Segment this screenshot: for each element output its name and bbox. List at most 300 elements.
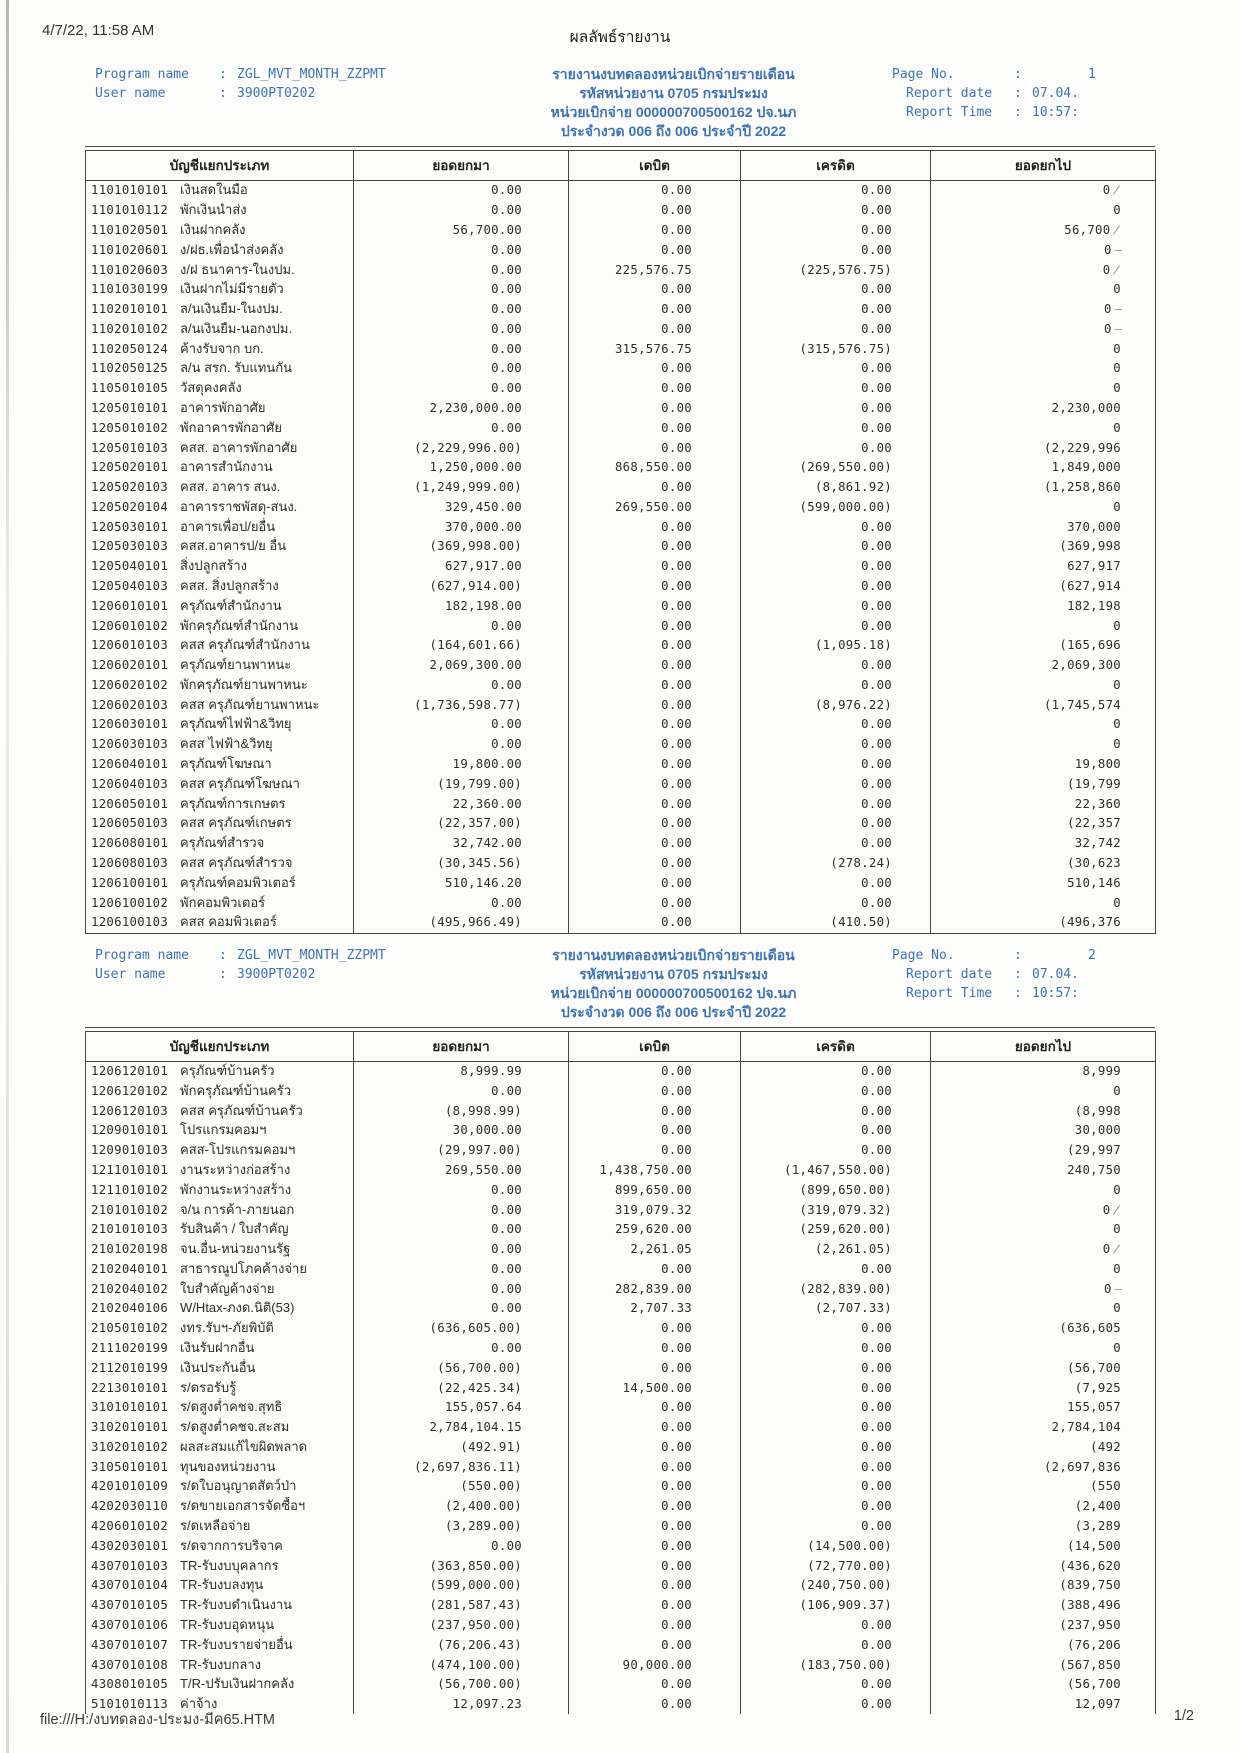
carry-forward-cell: (627,914.00) <box>354 577 569 597</box>
account-name: วัสดุคงคลัง <box>180 380 242 396</box>
credit-cell: 0.00 <box>741 715 931 735</box>
account-number: 2111020199 <box>91 1341 169 1356</box>
debit-cell: 0.00 <box>569 873 741 893</box>
balance-cell: 0 – <box>931 300 1156 320</box>
report-meta-left: Program name : ZGL_MVT_MONTH_ZZPMT User name : 3900PT0202 <box>95 947 386 982</box>
table-row <box>86 1418 1156 1438</box>
balance-cell: 182,198 <box>931 596 1156 616</box>
balance-cell: 0 <box>931 1081 1156 1101</box>
credit-cell: 0.00 <box>741 1695 931 1715</box>
account-number: 5101010113 <box>91 1697 169 1712</box>
credit-cell: (259,620.00) <box>741 1220 931 1240</box>
debit-cell: 0.00 <box>569 1556 741 1576</box>
account-number: 1206010101 <box>91 598 169 613</box>
debit-cell: 0.00 <box>569 735 741 755</box>
trial-balance-table-page-1-wrap <box>85 146 1155 934</box>
account-cell <box>86 478 354 498</box>
table-row <box>86 201 1156 221</box>
debit-cell: 0.00 <box>569 359 741 379</box>
account-cell <box>86 834 354 854</box>
account-number: 1205030101 <box>91 519 169 534</box>
account-name: TR-รับงบรายจ่ายอื่น <box>180 1636 293 1652</box>
account-name: คสส ครุภัณฑ์สำรวจ <box>180 854 293 870</box>
carry-forward-cell: 182,198.00 <box>354 596 569 616</box>
account-number: 4307010104 <box>91 1578 169 1593</box>
debit-cell: 0.00 <box>569 636 741 656</box>
credit-cell: 0.00 <box>741 676 931 696</box>
credit-cell: 0.00 <box>741 755 931 775</box>
table-row <box>86 1378 1156 1398</box>
carry-forward-cell: 0.00 <box>354 300 569 320</box>
account-cell <box>86 201 354 221</box>
account-number: 1101010101 <box>91 183 169 198</box>
table-row <box>86 458 1156 478</box>
credit-cell: 0.00 <box>741 1061 931 1081</box>
carry-forward-cell: 0.00 <box>354 359 569 379</box>
carry-forward-cell: 510,146.20 <box>354 873 569 893</box>
account-cell <box>86 1477 354 1497</box>
table-row <box>86 1438 1156 1458</box>
account-name: งานระหว่างก่อสร้าง <box>180 1161 291 1177</box>
carry-forward-cell: (164,601.66) <box>354 636 569 656</box>
account-name: พักอาคารพักอาศัย <box>180 419 282 435</box>
credit-cell: (1,095.18) <box>741 636 931 656</box>
account-name: ง/ฝ ธนาคาร-ในงปม. <box>180 261 295 277</box>
account-number: 3102010101 <box>91 1420 169 1435</box>
table-row <box>86 814 1156 834</box>
account-name: เงินฝากคลัง <box>180 221 246 237</box>
column-header: เครดิต <box>741 151 931 181</box>
credit-cell: 0.00 <box>741 794 931 814</box>
account-cell <box>86 616 354 636</box>
account-name: อาคารสำนักงาน <box>180 459 273 475</box>
report-meta-left: Program name : ZGL_MVT_MONTH_ZZPMT User name : 3900PT0202 <box>95 67 386 101</box>
balance-cell: 19,800 <box>931 755 1156 775</box>
credit-cell: (899,650.00) <box>741 1180 931 1200</box>
account-name: ร/ดใบอนุญาตสัตว์ป่า <box>180 1478 297 1494</box>
balance-cell: 0 <box>931 1299 1156 1319</box>
carry-forward-cell: 0.00 <box>354 1536 569 1556</box>
carry-forward-cell: 0.00 <box>354 418 569 438</box>
account-number: 3102010102 <box>91 1439 169 1454</box>
account-cell <box>86 1576 354 1596</box>
account-name: ครุภัณฑ์สำรวจ <box>180 835 265 851</box>
user-name-label: User name <box>95 966 166 982</box>
carry-forward-cell: 22,360.00 <box>354 794 569 814</box>
account-cell <box>86 893 354 913</box>
report-title-line: รหัสหน่วยงาน 0705 กรมประมง <box>579 85 768 101</box>
balance-cell: 0 <box>931 1260 1156 1280</box>
account-name: เงินประกันอื่น <box>180 1359 256 1375</box>
account-number: 3101010101 <box>91 1400 169 1415</box>
debit-cell: 0.00 <box>569 1398 741 1418</box>
balance-cell: (496,376 <box>931 913 1156 933</box>
account-cell <box>86 1635 354 1655</box>
balance-cell: 0 ∕ <box>931 181 1156 201</box>
pen-check-mark: ∕ <box>1112 1241 1123 1257</box>
table-row <box>86 1398 1156 1418</box>
account-name: อาคารราชพัสดุ-สนง. <box>180 498 298 514</box>
credit-cell: (72,770.00) <box>741 1556 931 1576</box>
balance-cell: (2,697,836 <box>931 1457 1156 1477</box>
debit-cell: 0.00 <box>569 854 741 874</box>
report-header-page-2 <box>0 946 1240 1022</box>
credit-cell: (14,500.00) <box>741 1536 931 1556</box>
account-cell <box>86 695 354 715</box>
account-name: พักครุภัณฑ์บ้านครัว <box>180 1082 292 1098</box>
account-number: 1206020102 <box>91 677 169 692</box>
debit-cell: 259,620.00 <box>569 1220 741 1240</box>
account-name: ครุภัณฑ์สำนักงาน <box>180 597 282 613</box>
account-name: รับสินค้า / ใบสำคัญ <box>180 1221 289 1237</box>
carry-forward-cell: (22,357.00) <box>354 814 569 834</box>
account-number: 1102010101 <box>91 302 169 317</box>
account-cell <box>86 1517 354 1537</box>
account-name: คสส คอมพิวเตอร์ <box>180 914 277 930</box>
debit-cell: 0.00 <box>569 300 741 320</box>
debit-cell: 0.00 <box>569 1517 741 1537</box>
credit-cell: 0.00 <box>741 181 931 201</box>
carry-forward-cell: 0.00 <box>354 676 569 696</box>
program-name-value: ZGL_MVT_MONTH_ZZPMT <box>237 947 386 963</box>
account-number: 1102010102 <box>91 321 169 336</box>
account-name: จน.อื่น-หน่วยงานรัฐ <box>180 1241 291 1257</box>
balance-cell: (30,623 <box>931 854 1156 874</box>
balance-cell: (369,998 <box>931 537 1156 557</box>
balance-cell: (2,400 <box>931 1497 1156 1517</box>
credit-cell: (278.24) <box>741 854 931 874</box>
account-cell <box>86 458 354 478</box>
user-name-value: 3900PT0202 <box>237 86 316 101</box>
credit-cell: 0.00 <box>741 873 931 893</box>
table-row <box>86 1161 1156 1181</box>
account-number: 1206050101 <box>91 796 169 811</box>
account-cell <box>86 537 354 557</box>
account-number: 1206120103 <box>91 1103 169 1118</box>
report-title-line: รายงานงบทดลองหน่วยเบิกจ่ายรายเดือน <box>552 946 795 963</box>
carry-forward-cell: (495,966.49) <box>354 913 569 933</box>
credit-cell: 0.00 <box>741 1635 931 1655</box>
account-cell <box>86 418 354 438</box>
account-name: ครุภัณฑ์ยานพาหนะ <box>180 657 292 673</box>
table-row <box>86 537 1156 557</box>
table-row <box>86 834 1156 854</box>
pen-check-mark: ∕ <box>1112 222 1123 238</box>
debit-cell: 2,707.33 <box>569 1299 741 1319</box>
debit-cell: 0.00 <box>569 221 741 241</box>
account-name: TR-รับงบบุคลากร <box>180 1557 279 1573</box>
account-name: ผลสะสมแก้ไขผิดพลาด <box>180 1438 308 1454</box>
debit-cell: 0.00 <box>569 1477 741 1497</box>
table-row <box>86 1477 1156 1497</box>
page-no-value: 2 <box>1088 947 1096 963</box>
balance-cell: 0 ∕ <box>931 1240 1156 1260</box>
account-number: 1206080103 <box>91 855 169 870</box>
balance-cell: (436,620 <box>931 1556 1156 1576</box>
debit-cell: 0.00 <box>569 1339 741 1359</box>
balance-cell: 30,000 <box>931 1121 1156 1141</box>
carry-forward-cell: 0.00 <box>354 616 569 636</box>
account-cell <box>86 1240 354 1260</box>
balance-cell: 155,057 <box>931 1398 1156 1418</box>
balance-cell: (2,229,996 <box>931 438 1156 458</box>
debit-cell: 0.00 <box>569 1101 741 1121</box>
account-cell <box>86 339 354 359</box>
pen-check-mark: ∕ <box>1112 261 1123 278</box>
page-no-label: Page No. <box>892 947 955 963</box>
program-name-label: Program name <box>95 67 189 82</box>
balance-cell: 0 <box>931 616 1156 636</box>
debit-cell: 0.00 <box>569 418 741 438</box>
file-url: file:///H:/งบทดลอง-ประมง-มีค65.HTM <box>40 1712 276 1728</box>
account-name: ล/น สรก. รับแทนกัน <box>180 360 292 376</box>
account-cell <box>86 221 354 241</box>
account-number: 4302030101 <box>91 1538 169 1553</box>
account-number: 1206010102 <box>91 618 169 633</box>
credit-cell: 0.00 <box>741 379 931 399</box>
account-cell <box>86 577 354 597</box>
account-number: 1206010103 <box>91 638 169 653</box>
account-name: เงินสดในมือ <box>180 182 248 198</box>
table-row <box>86 1655 1156 1675</box>
account-cell <box>86 596 354 616</box>
table-row <box>86 1358 1156 1378</box>
account-name: คสส.อาคารป/ย อื่น <box>180 538 287 554</box>
debit-cell: 0.00 <box>569 379 741 399</box>
table-row <box>86 1299 1156 1319</box>
debit-cell: 0.00 <box>569 695 741 715</box>
report-title-line: ประจำงวด 006 ถึง 006 ประจำปี 2022 <box>560 123 787 139</box>
carry-forward-cell: 32,742.00 <box>354 834 569 854</box>
table-row <box>86 1200 1156 1220</box>
carry-forward-cell: 19,800.00 <box>354 755 569 775</box>
balance-cell: 2,230,000 <box>931 399 1156 419</box>
credit-cell: 0.00 <box>741 1675 931 1695</box>
account-name: จ/น การค้า-ภายนอก <box>180 1201 295 1217</box>
account-number: 1101020501 <box>91 222 169 237</box>
carry-forward-cell: 2,784,104.15 <box>354 1418 569 1438</box>
carry-forward-cell: 0.00 <box>354 1279 569 1299</box>
credit-cell: 0.00 <box>741 577 931 597</box>
debit-cell: 0.00 <box>569 1438 741 1458</box>
debit-cell: 0.00 <box>569 1596 741 1616</box>
account-number: 4307010106 <box>91 1617 169 1632</box>
account-number: 1205020103 <box>91 480 169 495</box>
account-number: 1101020603 <box>91 262 169 277</box>
table-row <box>86 1279 1156 1299</box>
account-name: อาคารเพื่อป/ยอื่น <box>180 518 276 534</box>
account-name: ใบสำคัญค้างจ่าย <box>180 1280 275 1296</box>
page-no-value: 1 <box>1088 67 1096 82</box>
account-name: พักครุภัณฑ์สำนักงาน <box>180 617 299 633</box>
carry-forward-cell: (3,289.00) <box>354 1517 569 1537</box>
carry-forward-cell: 2,069,300.00 <box>354 656 569 676</box>
credit-cell: 0.00 <box>741 438 931 458</box>
column-header: ยอดยกมา <box>354 151 569 181</box>
debit-cell: 0.00 <box>569 1081 741 1101</box>
balance-cell: 1,849,000 <box>931 458 1156 478</box>
account-number: 1101020601 <box>91 242 169 257</box>
account-name: เงินฝากไม่มีรายตัว <box>180 281 284 297</box>
debit-cell: 0.00 <box>569 438 741 458</box>
column-header: ยอดยกไป <box>931 151 1156 181</box>
carry-forward-cell: 56,700.00 <box>354 221 569 241</box>
table-row <box>86 1536 1156 1556</box>
print-datetime: 4/7/22, 11:58 AM <box>42 22 155 39</box>
credit-cell: 0.00 <box>741 1101 931 1121</box>
balance-cell: 0 <box>931 893 1156 913</box>
balance-cell: 2,069,300 <box>931 656 1156 676</box>
credit-cell: (8,976.22) <box>741 695 931 715</box>
debit-cell: 0.00 <box>569 814 741 834</box>
table-row <box>86 1141 1156 1161</box>
debit-cell: 269,550.00 <box>569 498 741 518</box>
account-number: 1206100103 <box>91 915 169 930</box>
carry-forward-cell: (1,249,999.00) <box>354 478 569 498</box>
account-cell <box>86 399 354 419</box>
account-cell <box>86 280 354 300</box>
debit-cell: 0.00 <box>569 557 741 577</box>
table-row <box>86 755 1156 775</box>
account-cell <box>86 1200 354 1220</box>
carry-forward-cell: (56,700.00) <box>354 1358 569 1378</box>
account-cell <box>86 1616 354 1636</box>
account-name: ค่าจ้าง <box>180 1696 218 1712</box>
debit-cell: 14,500.00 <box>569 1378 741 1398</box>
debit-cell: 0.00 <box>569 478 741 498</box>
account-cell <box>86 1675 354 1695</box>
debit-cell: 0.00 <box>569 616 741 636</box>
table-row <box>86 1556 1156 1576</box>
account-name: สิ่งปลูกสร้าง <box>180 558 247 574</box>
report-time-label: Report Time <box>906 985 993 1001</box>
account-name: TR-รับงบกลาง <box>180 1656 262 1672</box>
credit-cell: (269,550.00) <box>741 458 931 478</box>
carry-forward-cell: (363,850.00) <box>354 1556 569 1576</box>
carry-forward-cell: (2,400.00) <box>354 1497 569 1517</box>
account-number: 1205010103 <box>91 440 169 455</box>
credit-cell: (315,576.75) <box>741 339 931 359</box>
account-cell <box>86 1457 354 1477</box>
account-number: 1205040103 <box>91 579 169 594</box>
account-cell <box>86 1319 354 1339</box>
carry-forward-cell: 0.00 <box>354 1200 569 1220</box>
account-cell <box>86 1655 354 1675</box>
account-number: 2213010101 <box>91 1380 169 1395</box>
debit-cell: 0.00 <box>569 280 741 300</box>
balance-cell: (388,496 <box>931 1596 1156 1616</box>
table-row <box>86 893 1156 913</box>
account-number: 1206100102 <box>91 895 169 910</box>
account-name: คสส ครุภัณฑ์โฆษณา <box>180 775 300 791</box>
account-cell <box>86 774 354 794</box>
debit-cell: 0.00 <box>569 676 741 696</box>
account-cell <box>86 240 354 260</box>
debit-cell: 0.00 <box>569 1061 741 1081</box>
account-cell <box>86 1358 354 1378</box>
credit-cell: 0.00 <box>741 1398 931 1418</box>
account-cell <box>86 676 354 696</box>
carry-forward-cell: 0.00 <box>354 1220 569 1240</box>
account-name: โปรแกรมคอมฯ <box>180 1122 267 1138</box>
carry-forward-cell: (474,100.00) <box>354 1655 569 1675</box>
account-name: คสส. สิ่งปลูกสร้าง <box>180 578 279 594</box>
report-title-block <box>455 946 892 1022</box>
balance-cell: 510,146 <box>931 873 1156 893</box>
carry-forward-cell: 0.00 <box>354 1081 569 1101</box>
debit-cell: 225,576.75 <box>569 260 741 280</box>
carry-forward-cell: 12,097.23 <box>354 1695 569 1715</box>
carry-forward-cell: 0.00 <box>354 1180 569 1200</box>
credit-cell: 0.00 <box>741 418 931 438</box>
report-date-label: Report date <box>906 86 993 101</box>
credit-cell: (225,576.75) <box>741 260 931 280</box>
balance-cell: 0 <box>931 1339 1156 1359</box>
debit-cell: 868,550.00 <box>569 458 741 478</box>
carry-forward-cell: (281,587.43) <box>354 1596 569 1616</box>
table-row <box>86 498 1156 518</box>
table-header-row <box>86 1031 1156 1061</box>
credit-cell: (2,261.05) <box>741 1240 931 1260</box>
debit-cell: 0.00 <box>569 577 741 597</box>
credit-cell: (410.50) <box>741 913 931 933</box>
account-number: 2112010199 <box>91 1360 169 1375</box>
table-row <box>86 616 1156 636</box>
pen-check-mark: ∕ <box>1112 182 1123 198</box>
column-header: เดบิต <box>569 151 741 181</box>
carry-forward-cell: 0.00 <box>354 201 569 221</box>
balance-cell: 0 <box>931 676 1156 696</box>
debit-cell: 0.00 <box>569 1121 741 1141</box>
account-cell <box>86 913 354 933</box>
debit-cell: 90,000.00 <box>569 1655 741 1675</box>
account-cell <box>86 1438 354 1458</box>
balance-cell: (492 <box>931 1438 1156 1458</box>
account-number: 4308010105 <box>91 1677 169 1692</box>
account-name: คสส ครุภัณฑ์ยานพาหนะ <box>180 696 320 712</box>
table-row <box>86 676 1156 696</box>
credit-cell: 0.00 <box>741 735 931 755</box>
column-header: เดบิต <box>569 1031 741 1061</box>
account-number: 1209010103 <box>91 1143 169 1158</box>
table-row <box>86 656 1156 676</box>
account-name: ทุนของหน่วยงาน <box>180 1458 276 1474</box>
account-cell <box>86 1497 354 1517</box>
balance-cell: 370,000 <box>931 517 1156 537</box>
account-number: 1209010101 <box>91 1123 169 1138</box>
account-number: 1105010105 <box>91 381 169 396</box>
account-name: พักเงินนำส่ง <box>180 202 247 218</box>
balance-cell: (7,925 <box>931 1378 1156 1398</box>
balance-cell: (14,500 <box>931 1536 1156 1556</box>
account-cell <box>86 498 354 518</box>
table-row <box>86 854 1156 874</box>
credit-cell: 0.00 <box>741 1497 931 1517</box>
table-row <box>86 181 1156 201</box>
account-number: 2101010102 <box>91 1202 169 1217</box>
account-number: 3105010101 <box>91 1459 169 1474</box>
pen-check-mark: – <box>1114 1281 1121 1296</box>
account-cell <box>86 636 354 656</box>
carry-forward-cell: (2,229,996.00) <box>354 438 569 458</box>
program-name-label: Program name <box>95 947 189 963</box>
pen-check-mark: ∕ <box>1112 1202 1123 1218</box>
account-cell <box>86 1180 354 1200</box>
debit-cell: 2,261.05 <box>569 1240 741 1260</box>
account-number: 2105010102 <box>91 1321 169 1336</box>
table-row <box>86 359 1156 379</box>
account-cell <box>86 873 354 893</box>
